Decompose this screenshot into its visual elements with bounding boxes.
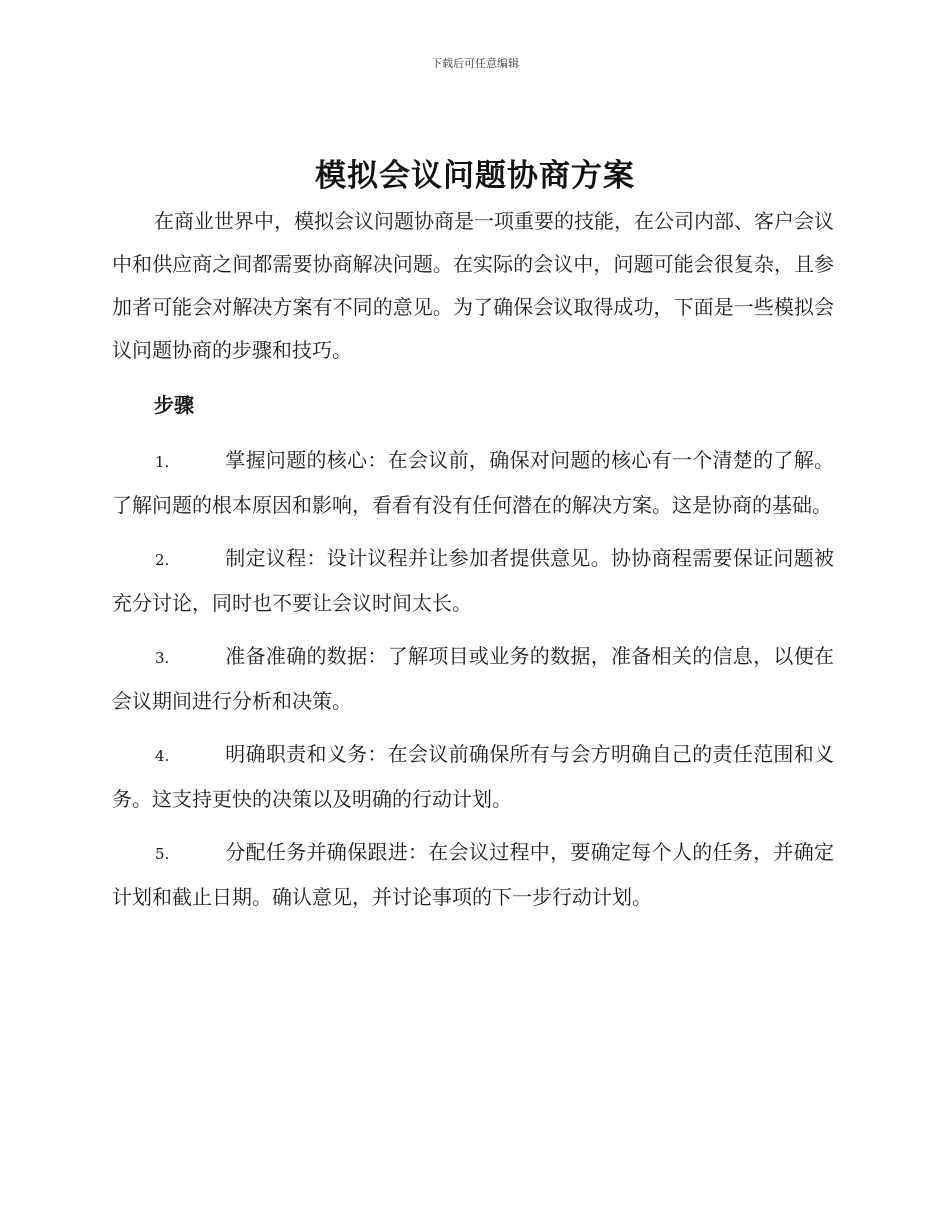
step-item (112, 733, 834, 821)
step-text: 准备准确的数据：了解项目或业务的数据，准备相关的信息，以便在会议期间进行分析和决策。 (112, 644, 834, 713)
step-text: 分配任务并确保跟进：在会议过程中，要确定每个人的任务，并确定计划和截止日期。确认意见，并讨论事项的下一步行动计划。 (112, 840, 834, 909)
document-body (112, 200, 834, 929)
step-number: 5. (155, 845, 170, 863)
step-text: 掌握问题的核心：在会议前，确保对问题的核心有一个清楚的了解。了解问题的根本原因和影响，看看有没有任何潜在的解决方案。这是协商的基础。 (112, 448, 834, 517)
document-title: 模拟会议问题协商方案 (315, 158, 635, 194)
page-header: 下载后可任意编辑 (431, 57, 519, 70)
step-item (112, 439, 834, 527)
section-heading: 步骤 (154, 393, 194, 417)
step-item (112, 831, 834, 919)
step-item (112, 537, 834, 625)
step-text: 制定议程：设计议程并让参加者提供意见。协协商程需要保证问题被充分讨论，同时也不要让会议时间太长。 (112, 546, 834, 615)
step-number: 1. (155, 453, 170, 471)
steps-list (112, 439, 834, 919)
step-number: 4. (155, 747, 170, 765)
step-number: 3. (155, 649, 170, 667)
step-text: 明确职责和义务：在会议前确保所有与会方明确自己的责任范围和义务。这支持更快的决策以及明确的行动计划。 (112, 742, 834, 811)
step-number: 2. (155, 551, 170, 569)
intro-paragraph: 在商业世界中，模拟会议问题协商是一项重要的技能，在公司内部、客户会议中和供应商之间都需要协商解决问题。在实际的会议中，问题可能会很复杂，且参加者可能会对解决方案有不同的意见。为了确保会议取得成功，下面是一些模拟会议问题协商的步骤和技巧。 (112, 209, 834, 362)
step-item (112, 635, 834, 723)
